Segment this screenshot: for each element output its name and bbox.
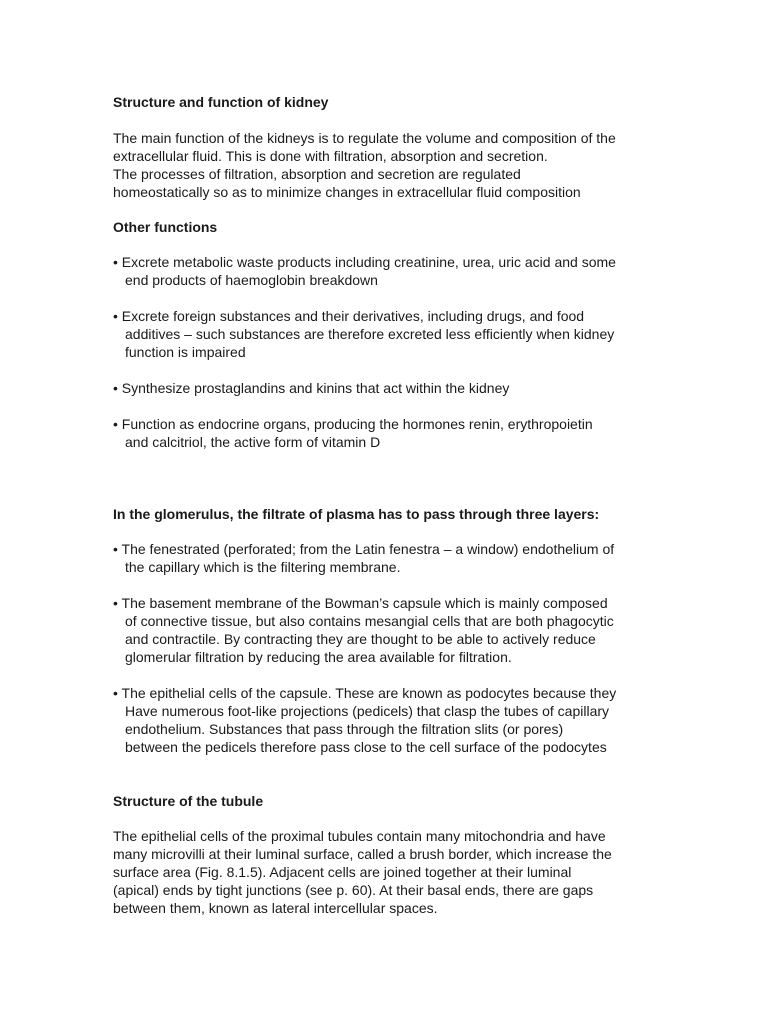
bullet-item bbox=[113, 540, 673, 576]
text-line: • Excrete metabolic waste products including creatinine, urea, uric acid and some bbox=[113, 254, 616, 270]
text-line: many microvilli at their luminal surface, called a brush border, which increase the bbox=[113, 846, 612, 862]
text-line: • The epithelial cells of the capsule. These are known as podocytes because they bbox=[113, 685, 617, 701]
document-page bbox=[113, 93, 673, 917]
text-line: • Synthesize prostaglandins and kinins that act within the kidney bbox=[113, 380, 510, 396]
heading-structure-tubule: Structure of the tubule bbox=[113, 793, 264, 809]
text-line: • The basement membrane of the Bowman’s capsule which is mainly composed bbox=[113, 595, 608, 611]
paragraph-tubule bbox=[113, 827, 673, 917]
text-line: homeostatically so as to minimize changes in extracellular fluid composition bbox=[113, 184, 581, 200]
bullet-item bbox=[113, 253, 673, 289]
text-line: The processes of filtration, absorption and secretion are regulated bbox=[113, 166, 521, 182]
text-line: • Excrete foreign substances and their derivatives, including drugs, and food bbox=[113, 308, 585, 324]
text-line: (apical) ends by tight junctions (see p. 60). At their basal ends, there are gaps bbox=[113, 882, 594, 898]
bullet-item bbox=[113, 415, 673, 451]
text-line: end products of haemoglobin breakdown bbox=[125, 272, 378, 288]
text-line: surface area (Fig. 8.1.5). Adjacent cells are joined together at their luminal bbox=[113, 864, 572, 880]
bullet-item bbox=[113, 379, 673, 397]
text-line: between them, known as lateral intercellular spaces. bbox=[113, 900, 438, 916]
text-line: of connective tissue, but also contains mesangial cells that are both phagocytic bbox=[125, 613, 614, 629]
text-line: endothelium. Substances that pass through the filtration slits (or pores) bbox=[125, 721, 564, 737]
text-line: between the pedicels therefore pass close to the cell surface of the podocytes bbox=[125, 739, 607, 755]
text-line: extracellular fluid. This is done with filtration, absorption and secretion. bbox=[113, 148, 548, 164]
text-line: • Function as endocrine organs, producing the hormones renin, erythropoietin bbox=[113, 416, 593, 432]
text-line: and calcitriol, the active form of vitamin D bbox=[125, 434, 381, 450]
text-line: Have numerous foot-like projections (pedicels) that clasp the tubes of capillary bbox=[125, 703, 610, 719]
text-line: the capillary which is the filtering membrane. bbox=[125, 559, 401, 575]
paragraph-main-function bbox=[113, 129, 673, 201]
text-line: function is impaired bbox=[125, 344, 246, 360]
text-line: glomerular filtration by reducing the area available for filtration. bbox=[125, 649, 512, 665]
heading-glomerulus: In the glomerulus, the filtrate of plasma has to pass through three layers: bbox=[113, 506, 600, 522]
text-line: The epithelial cells of the proximal tubules contain many mitochondria and have bbox=[113, 828, 606, 844]
bullet-item bbox=[113, 594, 673, 666]
bullet-item bbox=[113, 684, 673, 756]
bullet-item bbox=[113, 307, 673, 361]
heading-structure-function: Structure and function of kidney bbox=[113, 94, 329, 110]
text-line: and contractile. By contracting they are thought to be able to actively reduce bbox=[125, 631, 596, 647]
text-line: additives – such substances are therefore excreted less efficiently when kidney bbox=[125, 326, 615, 342]
text-line: The main function of the kidneys is to regulate the volume and composition of the bbox=[113, 130, 616, 146]
text-line: • The fenestrated (perforated; from the Latin fenestra – a window) endothelium of bbox=[113, 541, 615, 557]
heading-other-functions: Other functions bbox=[113, 219, 218, 235]
